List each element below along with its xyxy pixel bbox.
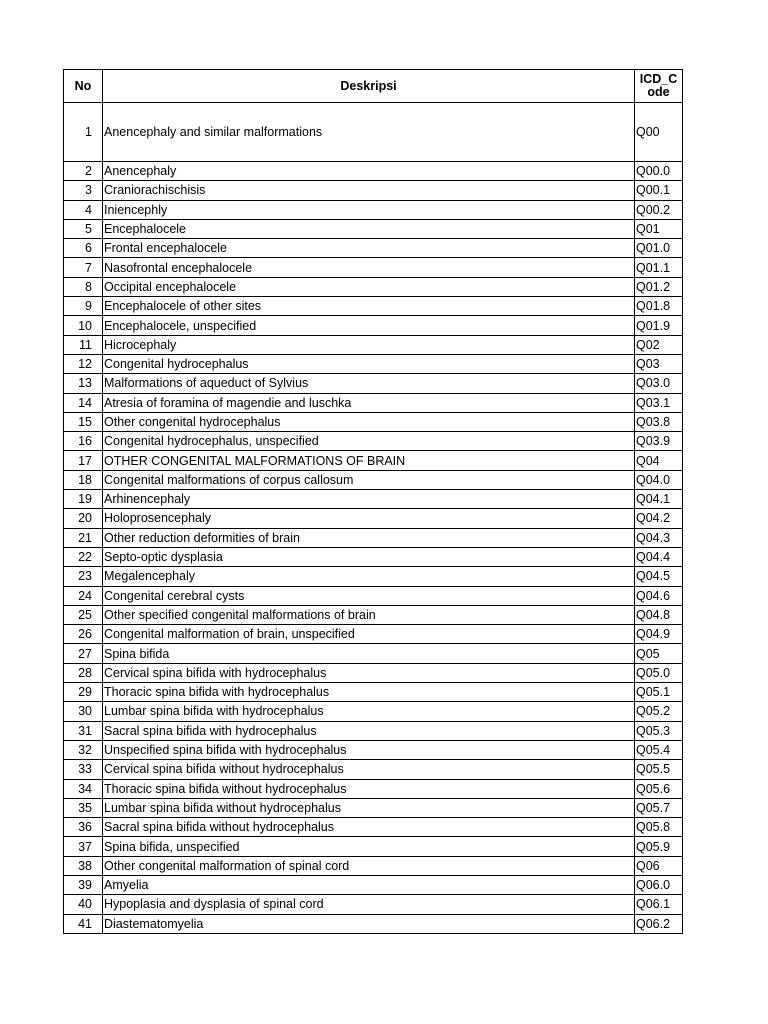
- row-number: 37: [64, 837, 103, 856]
- row-description: Iniencephly: [103, 200, 635, 219]
- row-description: Encephalocele, unspecified: [103, 316, 635, 335]
- row-number: 32: [64, 740, 103, 759]
- row-number: 2: [64, 162, 103, 181]
- table-row: [64, 779, 683, 798]
- table-row: [64, 721, 683, 740]
- table-row: [64, 798, 683, 817]
- row-icd-code: Q05.5: [635, 760, 683, 779]
- row-icd-code: Q04: [635, 451, 683, 470]
- row-number: 36: [64, 818, 103, 837]
- row-icd-code: Q01.9: [635, 316, 683, 335]
- row-icd-code: Q05.1: [635, 683, 683, 702]
- row-icd-code: Q01.0: [635, 239, 683, 258]
- row-icd-code: Q00.2: [635, 200, 683, 219]
- row-description: Arhinencephaly: [103, 490, 635, 509]
- row-number: 1: [64, 103, 103, 162]
- row-description: Thoracic spina bifida with hydrocephalus: [103, 683, 635, 702]
- table-row: [64, 451, 683, 470]
- row-number: 3: [64, 181, 103, 200]
- row-description: Lumbar spina bifida with hydrocephalus: [103, 702, 635, 721]
- row-icd-code: Q05.4: [635, 740, 683, 759]
- table-row: [64, 277, 683, 296]
- table-row: [64, 683, 683, 702]
- table-row: [64, 547, 683, 566]
- row-number: 27: [64, 644, 103, 663]
- row-description: Encephalocele: [103, 219, 635, 238]
- row-icd-code: Q03.8: [635, 412, 683, 431]
- row-icd-code: Q01: [635, 219, 683, 238]
- row-icd-code: Q06: [635, 856, 683, 875]
- row-description: OTHER CONGENITAL MALFORMATIONS OF BRAIN: [103, 451, 635, 470]
- table-row: [64, 586, 683, 605]
- row-description: Congenital malformation of brain, unspecified: [103, 625, 635, 644]
- table-row: [64, 412, 683, 431]
- row-description: Frontal encephalocele: [103, 239, 635, 258]
- row-icd-code: Q00: [635, 103, 683, 162]
- row-icd-code: Q03.1: [635, 393, 683, 412]
- table-row: [64, 432, 683, 451]
- table-row: [64, 740, 683, 759]
- column-header-no: No: [64, 70, 103, 103]
- row-description: Other congenital malformation of spinal cord: [103, 856, 635, 875]
- row-description: Unspecified spina bifida with hydrocephalus: [103, 740, 635, 759]
- table-row: [64, 258, 683, 277]
- row-number: 15: [64, 412, 103, 431]
- row-number: 39: [64, 875, 103, 894]
- row-icd-code: Q04.5: [635, 567, 683, 586]
- row-number: 8: [64, 277, 103, 296]
- row-description: Holoprosencephaly: [103, 509, 635, 528]
- row-description: Sacral spina bifida without hydrocephalus: [103, 818, 635, 837]
- row-number: 34: [64, 779, 103, 798]
- row-icd-code: Q05.6: [635, 779, 683, 798]
- row-icd-code: Q06.0: [635, 875, 683, 894]
- row-description: Malformations of aqueduct of Sylvius: [103, 374, 635, 393]
- row-description: Spina bifida, unspecified: [103, 837, 635, 856]
- row-description: Atresia of foramina of magendie and luschka: [103, 393, 635, 412]
- table-row: [64, 875, 683, 894]
- table-row: [64, 470, 683, 489]
- table-row: [64, 354, 683, 373]
- row-icd-code: Q03.0: [635, 374, 683, 393]
- table-row: [64, 509, 683, 528]
- column-header-icd-code: ICD_Code: [635, 70, 683, 103]
- row-number: 4: [64, 200, 103, 219]
- row-description: Spina bifida: [103, 644, 635, 663]
- row-description: Other specified congenital malformations of brain: [103, 605, 635, 624]
- row-description: Congenital hydrocephalus, unspecified: [103, 432, 635, 451]
- row-icd-code: Q04.9: [635, 625, 683, 644]
- row-icd-code: Q00.1: [635, 181, 683, 200]
- row-number: 31: [64, 721, 103, 740]
- row-number: 25: [64, 605, 103, 624]
- row-number: 6: [64, 239, 103, 258]
- row-icd-code: Q06.2: [635, 914, 683, 933]
- row-description: Congenital hydrocephalus: [103, 354, 635, 373]
- table-row: [64, 702, 683, 721]
- row-description: Congenital cerebral cysts: [103, 586, 635, 605]
- table-row: [64, 567, 683, 586]
- row-number: 21: [64, 528, 103, 547]
- row-number: 20: [64, 509, 103, 528]
- row-description: Occipital encephalocele: [103, 277, 635, 296]
- row-description: Hicrocephaly: [103, 335, 635, 354]
- row-icd-code: Q04.8: [635, 605, 683, 624]
- row-icd-code: Q04.2: [635, 509, 683, 528]
- row-number: 19: [64, 490, 103, 509]
- row-number: 40: [64, 895, 103, 914]
- row-description: Nasofrontal encephalocele: [103, 258, 635, 277]
- table-row: [64, 162, 683, 181]
- row-description: Anencephaly: [103, 162, 635, 181]
- row-number: 22: [64, 547, 103, 566]
- table-row: [64, 181, 683, 200]
- row-number: 10: [64, 316, 103, 335]
- row-icd-code: Q05.7: [635, 798, 683, 817]
- row-icd-code: Q03: [635, 354, 683, 373]
- table-row: [64, 335, 683, 354]
- row-number: 17: [64, 451, 103, 470]
- table-row: [64, 374, 683, 393]
- row-number: 7: [64, 258, 103, 277]
- row-number: 35: [64, 798, 103, 817]
- row-icd-code: Q06.1: [635, 895, 683, 914]
- row-number: 33: [64, 760, 103, 779]
- row-number: 24: [64, 586, 103, 605]
- row-icd-code: Q00.0: [635, 162, 683, 181]
- table-row: [64, 297, 683, 316]
- table-row: [64, 103, 683, 162]
- table-row: [64, 895, 683, 914]
- row-number: 14: [64, 393, 103, 412]
- table-row: [64, 239, 683, 258]
- row-number: 38: [64, 856, 103, 875]
- row-icd-code: Q04.3: [635, 528, 683, 547]
- icd-code-table: [63, 69, 683, 934]
- column-header-deskripsi: Deskripsi: [103, 70, 635, 103]
- row-description: Amyelia: [103, 875, 635, 894]
- row-icd-code: Q05.3: [635, 721, 683, 740]
- table-row: [64, 625, 683, 644]
- row-description: Lumbar spina bifida without hydrocephalus: [103, 798, 635, 817]
- row-description: Sacral spina bifida with hydrocephalus: [103, 721, 635, 740]
- table-body: [64, 103, 683, 934]
- row-icd-code: Q04.4: [635, 547, 683, 566]
- table-row: [64, 818, 683, 837]
- table-row: [64, 200, 683, 219]
- row-icd-code: Q05.2: [635, 702, 683, 721]
- row-number: 16: [64, 432, 103, 451]
- row-icd-code: Q04.6: [635, 586, 683, 605]
- row-icd-code: Q01.1: [635, 258, 683, 277]
- row-number: 12: [64, 354, 103, 373]
- row-icd-code: Q02: [635, 335, 683, 354]
- row-description: Cervical spina bifida with hydrocephalus: [103, 663, 635, 682]
- table-row: [64, 393, 683, 412]
- row-description: Anencephaly and similar malformations: [103, 103, 635, 162]
- row-number: 11: [64, 335, 103, 354]
- row-number: 23: [64, 567, 103, 586]
- row-description: Megalencephaly: [103, 567, 635, 586]
- table-row: [64, 528, 683, 547]
- table-row: [64, 856, 683, 875]
- row-icd-code: Q04.1: [635, 490, 683, 509]
- table-row: [64, 837, 683, 856]
- row-description: Other reduction deformities of brain: [103, 528, 635, 547]
- row-number: 18: [64, 470, 103, 489]
- row-icd-code: Q05.8: [635, 818, 683, 837]
- table-row: [64, 663, 683, 682]
- row-icd-code: Q01.8: [635, 297, 683, 316]
- table-row: [64, 490, 683, 509]
- row-description: Congenital malformations of corpus callosum: [103, 470, 635, 489]
- row-description: Hypoplasia and dysplasia of spinal cord: [103, 895, 635, 914]
- row-description: Thoracic spina bifida without hydrocephalus: [103, 779, 635, 798]
- table-row: [64, 644, 683, 663]
- row-number: 26: [64, 625, 103, 644]
- table-header-row: [64, 70, 683, 103]
- table-row: [64, 316, 683, 335]
- row-description: Cervical spina bifida without hydrocephalus: [103, 760, 635, 779]
- row-description: Craniorachischisis: [103, 181, 635, 200]
- row-icd-code: Q01.2: [635, 277, 683, 296]
- row-description: Septo-optic dysplasia: [103, 547, 635, 566]
- row-number: 29: [64, 683, 103, 702]
- row-icd-code: Q05.9: [635, 837, 683, 856]
- table-row: [64, 605, 683, 624]
- row-description: Diastematomyelia: [103, 914, 635, 933]
- table-row: [64, 760, 683, 779]
- row-description: Encephalocele of other sites: [103, 297, 635, 316]
- row-number: 28: [64, 663, 103, 682]
- row-number: 13: [64, 374, 103, 393]
- row-number: 41: [64, 914, 103, 933]
- row-number: 30: [64, 702, 103, 721]
- row-icd-code: Q05.0: [635, 663, 683, 682]
- row-number: 5: [64, 219, 103, 238]
- row-icd-code: Q05: [635, 644, 683, 663]
- row-icd-code: Q03.9: [635, 432, 683, 451]
- row-description: Other congenital hydrocephalus: [103, 412, 635, 431]
- table-row: [64, 219, 683, 238]
- table-row: [64, 914, 683, 933]
- row-number: 9: [64, 297, 103, 316]
- row-icd-code: Q04.0: [635, 470, 683, 489]
